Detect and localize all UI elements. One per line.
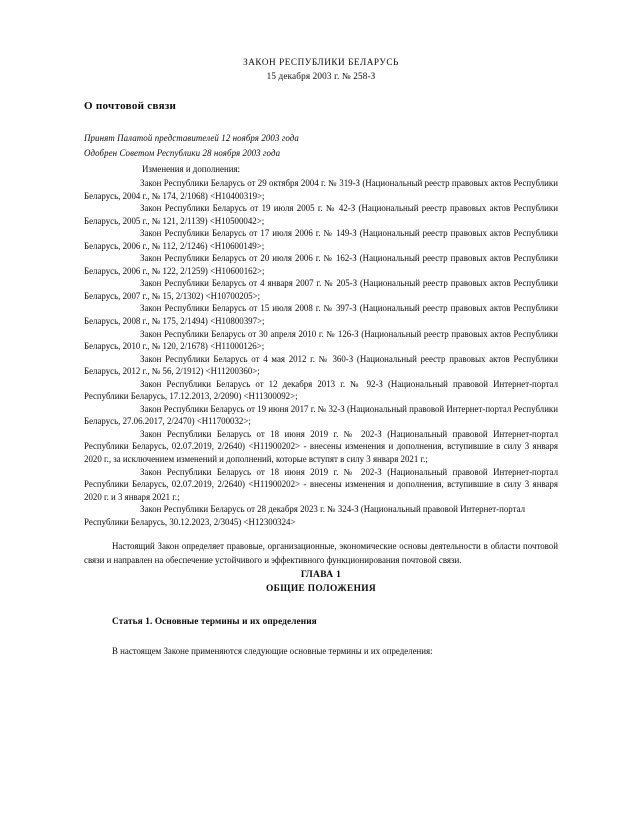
list-item: Закон Республики Беларусь от 19 июня 2017 г. № 32-З (Национальный правовой Интернет-портал Республики Беларусь, 27.06.2017, 2/2470) <H11700032>; [84,403,558,427]
chapter-number: ГЛАВА 1 [300,569,342,580]
list-item: Закон Республики Беларусь от 28 декабря 2023 г. № 324-З (Национальный правовой Интернет-портал Республики Беларусь, 30.12.2023, 2/3045) <H12300324> [84,504,526,527]
article-title: Статья 1. Основные термины и их определения [112,616,317,627]
adoption-block [84,131,558,160]
list-item: Закон Республики Беларусь от 17 июля 2006 г. № 149-З (Национальный реестр правовых актов Республики Беларусь, 2006 г., № 112, 2/1246) <H10600149>; [84,228,558,251]
list-item: Закон Республики Беларусь от 15 июля 2008 г. № 397-З (Национальный реестр правовых актов Республики Беларусь, 2008 г., № 175, 2/1494) <H10800397>; [84,303,558,327]
list-item: Закон Республики Беларусь от 12 декабря 2013 г. № 92-З (Национальный правовой Интернет-портал Республики Беларусь, 17.12.2013, 2/2090) <H11300092>; [84,378,558,402]
list-item: Закон Республики Беларусь от 30 апреля 2010 г. № 126-З (Национальный реестр правовых актов Республики Беларусь, 2010 г., № 120, 2/1678) <H11000126>; [84,328,558,352]
amendments-label: Изменения и дополнения: [142,164,240,174]
list-item: Закон Республики Беларусь от 18 июня 2019 г. № 202-З (Национальный правовой Интернет-портал Республики Беларусь, 02.07.2019, 2/2640) <H11900202> - внесены изменения и дополнения, вступившие в силу 3 января 2020 г. и 3 января 2021 г.; [84,466,558,502]
article-lead-paragraph: В настоящем Законе применяются следующие основные термины и их определения: [112,645,433,656]
masthead [84,56,558,83]
adopted-by-house-of-representatives: Принят Палатой представителей 12 ноября 2003 года [84,133,299,143]
chapter-name: ОБЩИЕ ПОЛОЖЕНИЯ [266,584,376,595]
list-item: Закон Республики Беларусь от 29 октября 2004 г. № 319-З (Национальный реестр правовых актов Республики Беларусь, 2004 г., № 174, 2/1068) <H10400319>; [84,178,558,201]
list-item: Закон Республики Беларусь от 4 января 2007 г. № 205-З (Национальный реестр правовых актов Республики Беларусь, 2007 г., № 15, 2/1302) <H10700205>; [84,278,558,301]
preamble-paragraph: Настоящий Закон определяет правовые, организационные, экономические основы деятельности в области почтовой связи и направлен на обеспечение устойчивого и эффективного функционирования почтовой связи. [84,541,558,565]
approved-by-council-of-republic: Одобрен Советом Республики 28 ноября 2003 года [84,147,281,158]
law-number: 15 декабря 2003 г. № 258-З [266,70,376,81]
amendments-list [84,177,558,528]
law-title: ЗАКОН РЕСПУБЛИКИ БЕЛАРУСЬ [243,57,399,67]
list-item: Закон Республики Беларусь от 19 июля 2005 г. № 42-З (Национальный реестр правовых актов Республики Беларусь, 2005 г., № 121, 2/1139) <H10500042>; [84,203,558,226]
document-content [84,56,558,658]
page-title: О почтовой связи [84,100,177,112]
list-item: Закон Республики Беларусь от 20 июля 2006 г. № 162-З (Национальный реестр правовых актов Республики Беларусь, 2006 г., № 122, 2/1259) <H10600162>; [84,253,558,276]
list-item: Закон Республики Беларусь от 18 июня 2019 г. № 202-З (Национальный правовой Интернет-портал Республики Беларусь, 02.07.2019, 2/2640) <H11900202> - внесены изменения и дополнения, вступившие в силу 3 января 2020 г., за исключением изменений и дополнений, которые вступят в силу 3 января 2021 г.; [84,428,558,465]
list-item: Закон Республики Беларусь от 4 мая 2012 г. № 360-З (Национальный реестр правовых актов Республики Беларусь, 2012 г., № 56, 2/1912) <H11200360>; [84,353,558,377]
